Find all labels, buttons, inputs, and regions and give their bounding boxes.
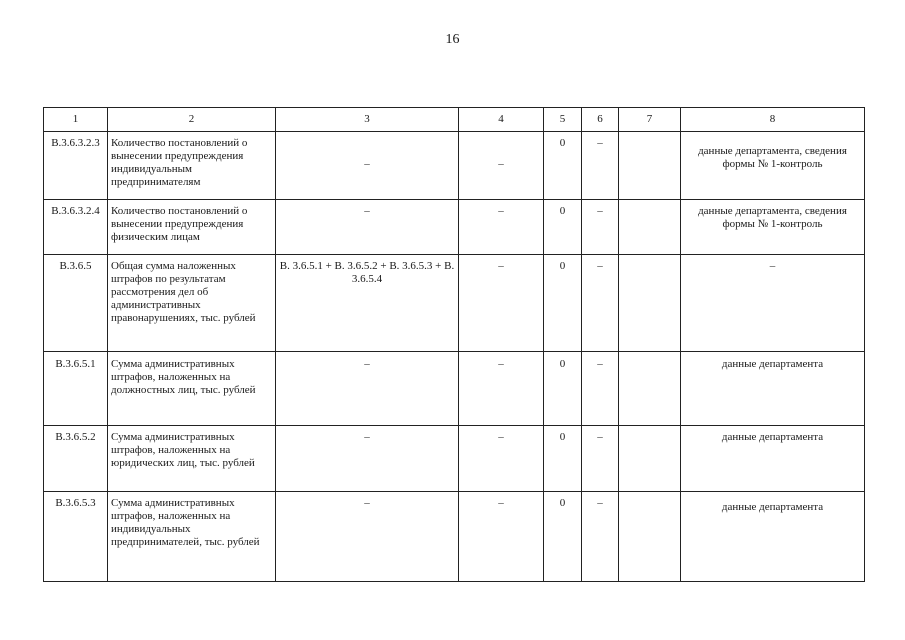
col5-cell: 0 bbox=[544, 255, 582, 352]
col4-cell: – bbox=[459, 352, 544, 426]
column-header: 1 bbox=[44, 108, 108, 132]
formula-cell: – bbox=[276, 426, 459, 492]
table-header-row bbox=[44, 108, 865, 132]
source-cell: данные департамента bbox=[681, 352, 865, 426]
column-header: 7 bbox=[619, 108, 681, 132]
formula-cell: В. 3.6.5.1 + В. 3.6.5.2 + В. 3.6.5.3 + В. 3.6.5.4 bbox=[276, 255, 459, 352]
indicator-code: В.3.6.3.2.4 bbox=[44, 200, 108, 255]
col7-cell bbox=[619, 492, 681, 582]
col4-cell: – bbox=[459, 426, 544, 492]
table-row bbox=[44, 132, 865, 200]
col5-cell: 0 bbox=[544, 200, 582, 255]
col6-cell: – bbox=[582, 352, 619, 426]
col6-cell: – bbox=[582, 426, 619, 492]
col5-cell: 0 bbox=[544, 426, 582, 492]
col4-cell: – bbox=[459, 492, 544, 582]
source-cell: – bbox=[681, 255, 865, 352]
col6-cell: – bbox=[582, 132, 619, 200]
table-row bbox=[44, 255, 865, 352]
col5-cell: 0 bbox=[544, 132, 582, 200]
col7-cell bbox=[619, 200, 681, 255]
indicator-name: Сумма административных штрафов, наложенных на должностных лиц, тыс. рублей bbox=[108, 352, 276, 426]
col4-cell: – bbox=[459, 132, 544, 200]
table-row bbox=[44, 352, 865, 426]
formula-cell: – bbox=[276, 200, 459, 255]
table-row bbox=[44, 200, 865, 255]
indicator-name: Сумма административных штрафов, наложенных на индивидуальных предпринимателей, тыс. рублей bbox=[108, 492, 276, 582]
table-row bbox=[44, 426, 865, 492]
column-header: 6 bbox=[582, 108, 619, 132]
page-number: 16 bbox=[445, 32, 460, 47]
col7-cell bbox=[619, 426, 681, 492]
indicator-name: Количество постановлений о вынесении предупреждения физическим лицам bbox=[108, 200, 276, 255]
col5-cell: 0 bbox=[544, 352, 582, 426]
col6-cell: – bbox=[582, 492, 619, 582]
table-row bbox=[44, 492, 865, 582]
formula-cell: – bbox=[276, 492, 459, 582]
col7-cell bbox=[619, 255, 681, 352]
source-cell: данные департамента, сведения формы № 1-контроль bbox=[681, 200, 865, 255]
indicator-name: Количество постановлений о вынесении предупреждения индивидуальным предпринимателям bbox=[108, 132, 276, 200]
indicator-name: Сумма административных штрафов, наложенных на юридических лиц, тыс. рублей bbox=[108, 426, 276, 492]
col6-cell: – bbox=[582, 200, 619, 255]
indicator-code: В.3.6.5.3 bbox=[44, 492, 108, 582]
col7-cell bbox=[619, 352, 681, 426]
formula-cell: – bbox=[276, 132, 459, 200]
indicator-table bbox=[43, 107, 865, 582]
indicator-code: В.3.6.3.2.3 bbox=[44, 132, 108, 200]
col4-cell: – bbox=[459, 255, 544, 352]
indicator-code: В.3.6.5.2 bbox=[44, 426, 108, 492]
col6-cell: – bbox=[582, 255, 619, 352]
indicator-code: В.3.6.5.1 bbox=[44, 352, 108, 426]
column-header: 5 bbox=[544, 108, 582, 132]
column-header: 8 bbox=[681, 108, 865, 132]
col5-cell: 0 bbox=[544, 492, 582, 582]
col4-cell: – bbox=[459, 200, 544, 255]
col7-cell bbox=[619, 132, 681, 200]
source-cell: данные департамента bbox=[681, 426, 865, 492]
source-cell: данные департамента, сведения формы № 1-контроль bbox=[681, 132, 865, 200]
indicator-name: Общая сумма наложенных штрафов по результатам рассмотрения дел об административных правонарушениях, тыс. рублей bbox=[108, 255, 276, 352]
column-header: 3 bbox=[276, 108, 459, 132]
column-header: 4 bbox=[459, 108, 544, 132]
column-header: 2 bbox=[108, 108, 276, 132]
source-cell: данные департамента bbox=[681, 492, 865, 582]
formula-cell: – bbox=[276, 352, 459, 426]
indicator-code: В.3.6.5 bbox=[44, 255, 108, 352]
